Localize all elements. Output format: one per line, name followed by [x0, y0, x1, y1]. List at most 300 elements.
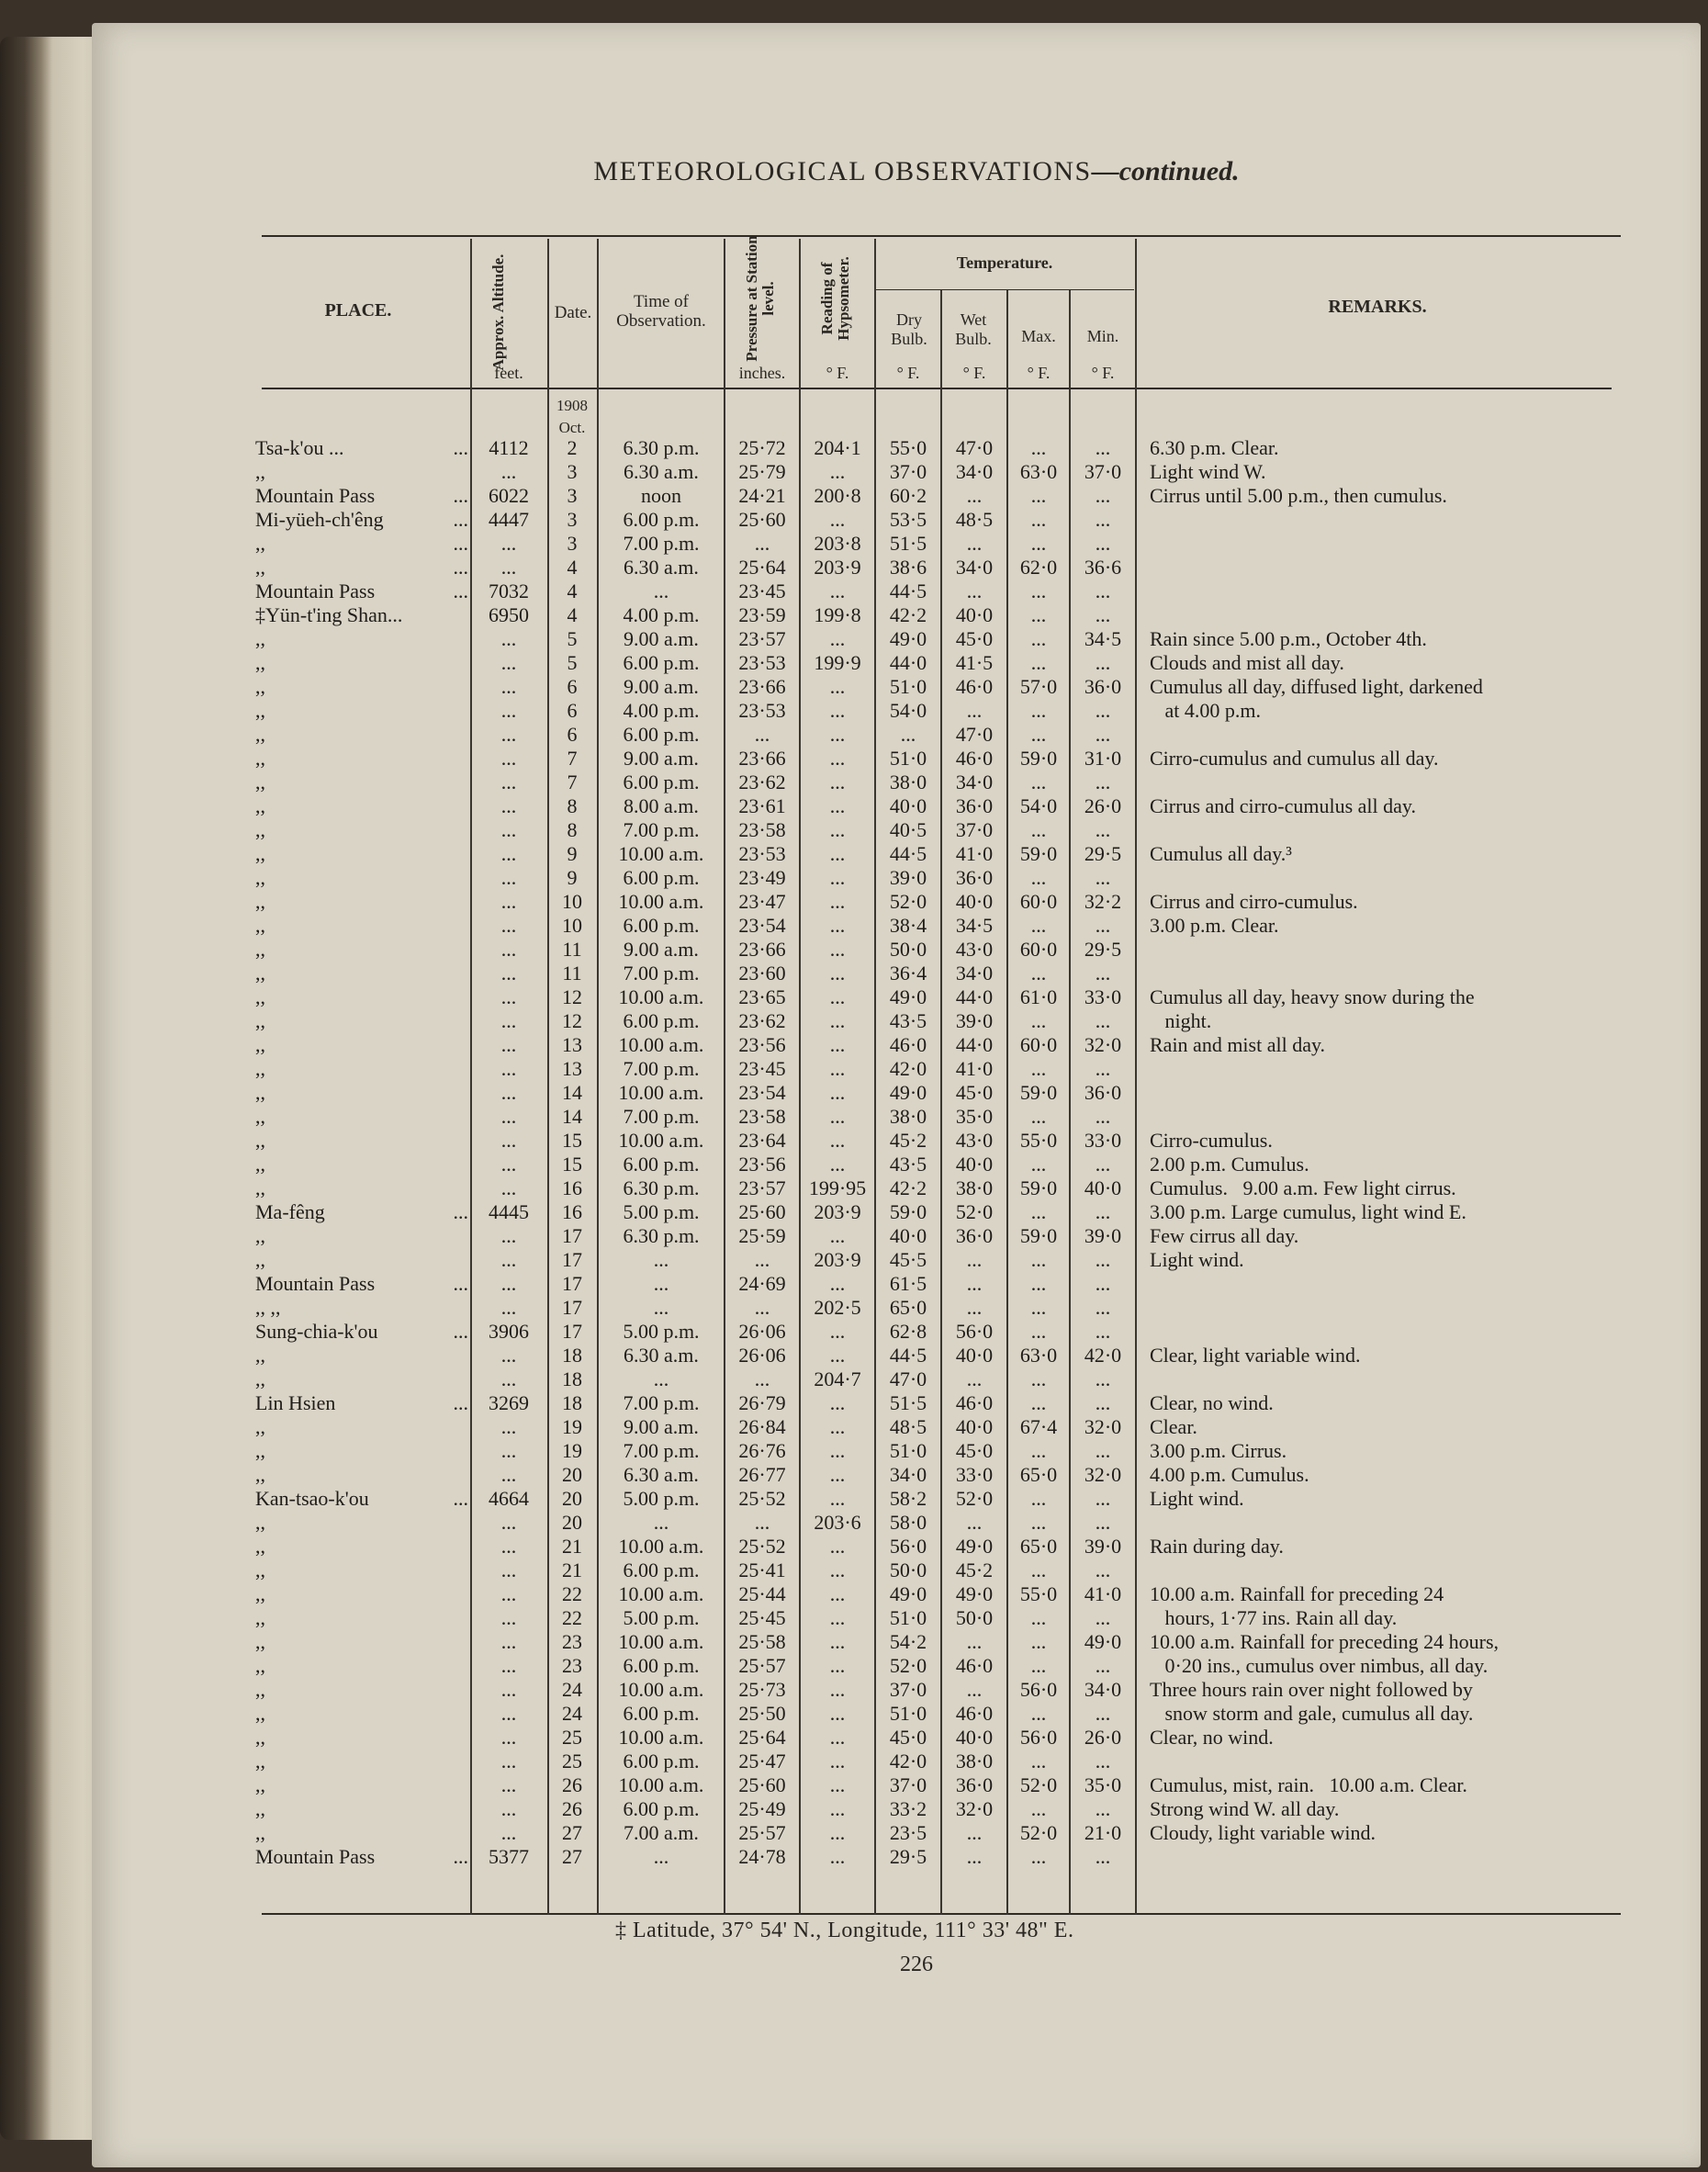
time-cell: 9.00 a.m.: [624, 747, 699, 770]
max-temp-cell: ...: [1030, 1153, 1047, 1176]
pressure-cell: 25·60: [738, 1773, 786, 1796]
min-temp-cell: 32·0: [1084, 1033, 1122, 1056]
time-cell: 10.00 a.m.: [618, 1678, 704, 1701]
table-row: [0, 938, 1708, 962]
time-cell: 10.00 a.m.: [618, 1726, 704, 1749]
wet-bulb-cell: 40·0: [955, 890, 994, 913]
wet-bulb-cell: 38·0: [955, 1176, 994, 1199]
altitude-cell: ...: [500, 651, 517, 674]
table-row: [0, 890, 1708, 914]
date-cell: 22: [562, 1582, 582, 1605]
place-cell: ,,: [255, 1797, 265, 1820]
min-temp-cell: ...: [1095, 866, 1111, 889]
remarks-cell: Cumulus, mist, rain. 10.00 a.m. Clear.: [1150, 1773, 1467, 1796]
hypsometer-cell: ...: [829, 771, 846, 793]
time-cell: 9.00 a.m.: [624, 1415, 699, 1438]
table-row: [0, 1176, 1708, 1200]
place-cell: ,,: [255, 1750, 265, 1772]
remarks-cell: Cumulus. 9.00 a.m. Few light cirrus.: [1150, 1176, 1456, 1199]
header-wet: Wet Bulb.: [955, 310, 992, 348]
hypsometer-cell: ...: [829, 1606, 846, 1629]
max-temp-cell: ...: [1030, 723, 1047, 746]
remarks-cell: Cirro-cumulus.: [1150, 1129, 1273, 1152]
wet-bulb-cell: 32·0: [955, 1797, 994, 1820]
hypsometer-cell: ...: [829, 1344, 846, 1367]
time-cell: 6.00 p.m.: [623, 1654, 700, 1677]
place-cell: ,,: [255, 1176, 265, 1199]
dry-bulb-cell: 49·0: [889, 1081, 927, 1104]
pressure-cell: ...: [754, 723, 770, 746]
time-cell: 7.00 p.m.: [623, 532, 700, 555]
pressure-cell: 25·57: [738, 1654, 786, 1677]
min-temp-cell: ...: [1095, 532, 1111, 555]
dry-bulb-cell: 51·0: [889, 1702, 927, 1725]
place-cell: ,,: [255, 532, 265, 555]
hypsometer-cell: ...: [829, 1439, 846, 1462]
wet-bulb-cell: 52·0: [955, 1487, 994, 1510]
wet-bulb-cell: 39·0: [955, 1009, 994, 1032]
place-cell: ,, ,,: [255, 1296, 281, 1319]
remarks-cell: Cumulus all day.³: [1150, 842, 1292, 865]
altitude-cell: ...: [500, 1272, 517, 1295]
dry-bulb-cell: 45·0: [889, 1726, 927, 1749]
table-row: [0, 1272, 1708, 1296]
date-cell: 10: [562, 890, 582, 913]
pressure-cell: 25·79: [738, 460, 786, 483]
altitude-cell: ...: [500, 985, 517, 1008]
wet-bulb-cell: 44·0: [955, 985, 994, 1008]
table-row: [0, 1702, 1708, 1726]
dry-bulb-cell: 52·0: [889, 1654, 927, 1677]
altitude-cell: ...: [500, 1033, 517, 1056]
place-cell: ,,: [255, 985, 265, 1008]
max-temp-cell: 65·0: [1019, 1535, 1058, 1558]
date-cell: 3: [567, 460, 578, 483]
header-remarks: REMARKS.: [1328, 297, 1427, 317]
min-temp-cell: 36·0: [1084, 1081, 1122, 1104]
date-cell: 6: [567, 723, 578, 746]
max-temp-cell: ...: [1030, 1845, 1047, 1868]
min-temp-cell: 49·0: [1084, 1630, 1122, 1653]
hypsometer-cell: ...: [829, 985, 846, 1008]
min-temp-cell: ...: [1095, 1320, 1111, 1343]
max-temp-cell: ...: [1030, 651, 1047, 674]
min-temp-cell: 32·2: [1084, 890, 1122, 913]
table-row: [0, 747, 1708, 771]
date-cell: 12: [562, 1009, 582, 1032]
hypsometer-cell: ...: [829, 1057, 846, 1080]
date-cell: 23: [562, 1630, 582, 1653]
place-cell: ,,: [255, 842, 265, 865]
hypsometer-cell: ...: [829, 1582, 846, 1605]
dry-bulb-cell: 55·0: [889, 436, 927, 459]
hypsometer-cell: ...: [829, 842, 846, 865]
max-temp-cell: ...: [1030, 1702, 1047, 1725]
date-cell: 13: [562, 1033, 582, 1056]
pressure-cell: 26·06: [738, 1320, 786, 1343]
time-cell: 6.00 p.m.: [623, 771, 700, 793]
date-cell: 8: [567, 818, 578, 841]
dry-bulb-cell: 59·0: [889, 1200, 927, 1223]
place-cell: ,,: [255, 1129, 265, 1152]
remarks-cell: Cumulus all day, diffused light, darkened: [1150, 675, 1483, 698]
hypsometer-cell: ...: [829, 1272, 846, 1295]
table-row: [0, 675, 1708, 699]
place-cell: ,,: [255, 866, 265, 889]
date-cell: 14: [562, 1081, 582, 1104]
dry-bulb-cell: 39·0: [889, 866, 927, 889]
time-cell: 6.00 p.m.: [623, 1702, 700, 1725]
wet-bulb-cell: ...: [966, 1630, 983, 1653]
time-cell: ...: [653, 1272, 669, 1295]
remarks-cell: Cloudy, light variable wind.: [1150, 1821, 1377, 1844]
place-cell: Mountain Pass: [255, 1272, 376, 1295]
hypsometer-cell: ...: [829, 1105, 846, 1128]
place-dots-cell: ...: [453, 580, 468, 602]
date-cell: 10: [562, 914, 582, 937]
place-dots-cell: ...: [453, 436, 468, 459]
date-cell: 2: [567, 436, 578, 459]
wet-bulb-cell: ...: [966, 1678, 983, 1701]
wet-bulb-cell: 49·0: [955, 1582, 994, 1605]
place-cell: ,,: [255, 1344, 265, 1367]
min-temp-cell: ...: [1095, 723, 1111, 746]
year-label: 1908: [556, 397, 588, 414]
pressure-cell: 25·64: [738, 556, 786, 579]
place-cell: ,,: [255, 1559, 265, 1581]
title-suffix: —continued.: [1091, 156, 1240, 186]
max-temp-cell: ...: [1030, 1559, 1047, 1581]
min-temp-cell: 40·0: [1084, 1176, 1122, 1199]
altitude-cell: 7032: [489, 580, 529, 602]
remarks-cell: Rain and mist all day.: [1150, 1033, 1326, 1056]
dry-bulb-cell: 51·0: [889, 747, 927, 770]
place-dots-cell: ...: [453, 1200, 468, 1223]
title-text: METEOROLOGICAL OBSERVATIONS: [593, 156, 1092, 186]
remarks-cell: 6.30 p.m. Clear.: [1150, 436, 1279, 459]
dry-bulb-cell: 44·5: [889, 842, 927, 865]
dry-bulb-cell: 58·2: [889, 1487, 927, 1510]
max-temp-cell: 54·0: [1019, 794, 1058, 817]
wet-bulb-cell: 37·0: [955, 818, 994, 841]
pressure-cell: 25·50: [738, 1702, 786, 1725]
max-temp-cell: ...: [1030, 603, 1047, 626]
table-row: [0, 1821, 1708, 1845]
remarks-cell: Rain during day.: [1150, 1535, 1284, 1558]
table-row: [0, 1678, 1708, 1702]
dry-bulb-cell: 42·0: [889, 1750, 927, 1772]
altitude-cell: 6950: [489, 603, 529, 626]
table-row: [0, 1654, 1708, 1678]
date-cell: 23: [562, 1654, 582, 1677]
wet-bulb-cell: 40·0: [955, 1344, 994, 1367]
min-temp-cell: 39·0: [1084, 1224, 1122, 1247]
dry-bulb-cell: 51·0: [889, 1606, 927, 1629]
place-cell: ,,: [255, 460, 265, 483]
wet-bulb-cell: 34·5: [955, 914, 994, 937]
max-temp-cell: ...: [1030, 1487, 1047, 1510]
place-cell: ,,: [255, 1057, 265, 1080]
table-row: [0, 1153, 1708, 1176]
time-cell: 7.00 p.m.: [623, 962, 700, 985]
hypsometer-cell: ...: [829, 1821, 846, 1844]
max-temp-cell: 65·0: [1019, 1463, 1058, 1486]
pressure-cell: 25·57: [738, 1821, 786, 1844]
dry-bulb-cell: 50·0: [889, 938, 927, 961]
max-temp-cell: ...: [1030, 771, 1047, 793]
place-dots-cell: ...: [453, 1320, 468, 1343]
time-cell: 6.00 p.m.: [623, 1153, 700, 1176]
time-cell: 6.00 p.m.: [623, 1750, 700, 1772]
wet-bulb-cell: 45·0: [955, 1081, 994, 1104]
pressure-cell: 23·64: [738, 1129, 786, 1152]
date-cell: 15: [562, 1153, 582, 1176]
min-temp-cell: ...: [1095, 1057, 1111, 1080]
wet-bulb-cell: ...: [966, 1511, 983, 1534]
pressure-cell: 25·52: [738, 1487, 786, 1510]
time-cell: 7.00 p.m.: [623, 1391, 700, 1414]
pressure-cell: 23·45: [738, 580, 786, 602]
dry-bulb-cell: 50·0: [889, 1559, 927, 1581]
table-row: [0, 484, 1708, 508]
place-cell: ,,: [255, 1081, 265, 1104]
altitude-cell: ...: [500, 1176, 517, 1199]
altitude-cell: ...: [500, 866, 517, 889]
wet-bulb-cell: 46·0: [955, 1391, 994, 1414]
wet-bulb-cell: 46·0: [955, 1654, 994, 1677]
place-cell: ,,: [255, 1606, 265, 1629]
altitude-cell: ...: [500, 962, 517, 985]
header-place: PLACE.: [324, 300, 392, 321]
dry-bulb-cell: 42·2: [889, 1176, 927, 1199]
max-temp-cell: ...: [1030, 1272, 1047, 1295]
min-temp-cell: ...: [1095, 1009, 1111, 1032]
place-dots-cell: ...: [453, 1272, 468, 1295]
place-cell: ,,: [255, 1726, 265, 1749]
pressure-cell: 25·72: [738, 436, 786, 459]
dry-bulb-cell: 44·5: [889, 1344, 927, 1367]
pressure-cell: ...: [754, 532, 770, 555]
header-dry: Dry Bulb.: [891, 310, 927, 348]
pressure-cell: 25·44: [738, 1582, 786, 1605]
dry-bulb-cell: 42·2: [889, 603, 927, 626]
dry-bulb-cell: 44·5: [889, 580, 927, 602]
wet-bulb-cell: 34·0: [955, 460, 994, 483]
pressure-cell: 23·62: [738, 1009, 786, 1032]
place-cell: ,,: [255, 1153, 265, 1176]
dry-bulb-cell: 38·6: [889, 556, 927, 579]
place-cell: ,,: [255, 914, 265, 937]
dry-bulb-cell: 33·2: [889, 1797, 927, 1820]
pressure-cell: 23·45: [738, 1057, 786, 1080]
max-temp-cell: 59·0: [1019, 1176, 1058, 1199]
date-cell: 9: [567, 866, 578, 889]
altitude-cell: ...: [500, 1081, 517, 1104]
date-cell: 5: [567, 627, 578, 650]
max-temp-cell: 61·0: [1019, 985, 1058, 1008]
dry-bulb-cell: 61·5: [889, 1272, 927, 1295]
altitude-cell: ...: [500, 1773, 517, 1796]
date-cell: 19: [562, 1415, 582, 1438]
table-row: [0, 603, 1708, 627]
header-time: Time of Observation.: [616, 292, 706, 331]
remarks-cell: Three hours rain over night followed by: [1150, 1678, 1473, 1701]
place-cell: Kan-tsao-k'ou: [255, 1487, 369, 1510]
min-temp-cell: ...: [1095, 699, 1111, 722]
table-row: [0, 723, 1708, 747]
wet-bulb-cell: 56·0: [955, 1320, 994, 1343]
remarks-cell: snow storm and gale, cumulus all day.: [1150, 1702, 1474, 1725]
dry-bulb-cell: 54·0: [889, 699, 927, 722]
dry-bulb-cell: 62·8: [889, 1320, 927, 1343]
altitude-cell: ...: [500, 532, 517, 555]
hypsometer-cell: 199·8: [814, 603, 861, 626]
dry-bulb-cell: 38·0: [889, 771, 927, 793]
max-temp-cell: ...: [1030, 866, 1047, 889]
hypsometer-cell: ...: [829, 460, 846, 483]
min-temp-cell: ...: [1095, 914, 1111, 937]
max-temp-cell: ...: [1030, 818, 1047, 841]
wet-bulb-cell: 34·0: [955, 771, 994, 793]
hypsometer-cell: 203·9: [814, 1200, 861, 1223]
max-temp-cell: 59·0: [1019, 1224, 1058, 1247]
time-cell: 6.30 p.m.: [623, 436, 700, 459]
max-temp-cell: ...: [1030, 962, 1047, 985]
max-temp-cell: 56·0: [1019, 1726, 1058, 1749]
table-row: [0, 436, 1708, 460]
date-cell: 17: [562, 1296, 582, 1319]
min-temp-cell: ...: [1095, 962, 1111, 985]
altitude-cell: ...: [500, 1105, 517, 1128]
place-cell: ‡Yün-t'ing Shan...: [255, 603, 403, 626]
time-cell: 9.00 a.m.: [624, 675, 699, 698]
remarks-cell: Clear.: [1150, 1415, 1197, 1438]
wet-bulb-cell: 45·0: [955, 627, 994, 650]
dry-bulb-cell: 37·0: [889, 1773, 927, 1796]
date-cell: 25: [562, 1750, 582, 1772]
dry-bulb-cell: 37·0: [889, 1678, 927, 1701]
pressure-cell: 23·62: [738, 771, 786, 793]
date-cell: 26: [562, 1773, 582, 1796]
table-row: [0, 818, 1708, 842]
hypsometer-cell: ...: [829, 1320, 846, 1343]
place-cell: ,,: [255, 1415, 265, 1438]
place-dots-cell: ...: [453, 556, 468, 579]
dry-bulb-cell: 40·0: [889, 794, 927, 817]
hypsometer-cell: ...: [829, 1654, 846, 1677]
hypsometer-cell: 203·8: [814, 532, 861, 555]
pressure-cell: 26·76: [738, 1439, 786, 1462]
table-row: [0, 1320, 1708, 1344]
altitude-cell: 5377: [489, 1845, 529, 1868]
min-temp-cell: ...: [1095, 1511, 1111, 1534]
date-cell: 18: [562, 1344, 582, 1367]
table-row: [0, 1511, 1708, 1535]
date-cell: 20: [562, 1511, 582, 1534]
dry-bulb-cell: 43·5: [889, 1153, 927, 1176]
dry-bulb-cell: 49·0: [889, 985, 927, 1008]
altitude-cell: ...: [500, 818, 517, 841]
altitude-cell: 6022: [489, 484, 529, 507]
min-temp-cell: ...: [1095, 1296, 1111, 1319]
remarks-cell: Cirro-cumulus and cumulus all day.: [1150, 747, 1439, 770]
date-cell: 3: [567, 532, 578, 555]
altitude-cell: ...: [500, 914, 517, 937]
date-cell: 9: [567, 842, 578, 865]
remarks-cell: Few cirrus all day.: [1150, 1224, 1299, 1247]
hypsometer-cell: ...: [829, 1535, 846, 1558]
time-cell: ...: [653, 1511, 669, 1534]
pressure-cell: 23·60: [738, 962, 786, 985]
wet-bulb-cell: 44·0: [955, 1033, 994, 1056]
hypsometer-cell: 199·95: [808, 1176, 867, 1199]
time-cell: 5.00 p.m.: [623, 1606, 700, 1629]
altitude-cell: ...: [500, 1582, 517, 1605]
pressure-cell: 25·58: [738, 1630, 786, 1653]
altitude-cell: ...: [500, 747, 517, 770]
pressure-cell: 23·58: [738, 1105, 786, 1128]
time-cell: 4.00 p.m.: [623, 699, 700, 722]
time-cell: 6.00 p.m.: [623, 508, 700, 531]
wet-bulb-cell: 34·0: [955, 556, 994, 579]
time-cell: 6.00 p.m.: [623, 723, 700, 746]
date-cell: 17: [562, 1224, 582, 1247]
wet-bulb-cell: 40·0: [955, 603, 994, 626]
remarks-cell: Clear, no wind.: [1150, 1726, 1274, 1749]
time-cell: 6.00 p.m.: [623, 866, 700, 889]
date-cell: 11: [562, 938, 582, 961]
hypsometer-cell: ...: [829, 1559, 846, 1581]
date-cell: 20: [562, 1463, 582, 1486]
dry-bulb-cell: 23·5: [889, 1821, 927, 1844]
min-temp-cell: ...: [1095, 1367, 1111, 1390]
max-temp-cell: ...: [1030, 1105, 1047, 1128]
min-temp-cell: ...: [1095, 1153, 1111, 1176]
place-dots-cell: ...: [453, 484, 468, 507]
min-temp-cell: ...: [1095, 1105, 1111, 1128]
max-temp-cell: 55·0: [1019, 1582, 1058, 1605]
table-row: [0, 1535, 1708, 1559]
place-cell: Lin Hsien: [255, 1391, 336, 1414]
pressure-cell: 26·79: [738, 1391, 786, 1414]
max-temp-cell: 67·4: [1019, 1415, 1058, 1438]
min-temp-cell: 32·0: [1084, 1415, 1122, 1438]
place-cell: Sung-chia-k'ou: [255, 1320, 378, 1343]
time-cell: 10.00 a.m.: [618, 985, 704, 1008]
table-row: [0, 1200, 1708, 1224]
max-temp-cell: 60·0: [1019, 938, 1058, 961]
remarks-cell: 3.00 p.m. Cirrus.: [1150, 1439, 1287, 1462]
table-row: [0, 1582, 1708, 1606]
wet-bulb-cell: 40·0: [955, 1153, 994, 1176]
hypsometer-cell: ...: [829, 1678, 846, 1701]
altitude-cell: ...: [500, 1129, 517, 1152]
min-temp-cell: 32·0: [1084, 1463, 1122, 1486]
pressure-cell: 23·57: [738, 1176, 786, 1199]
date-cell: 17: [562, 1272, 582, 1295]
pressure-cell: 25·52: [738, 1535, 786, 1558]
time-cell: 10.00 a.m.: [618, 842, 704, 865]
header-min: Min.: [1086, 327, 1119, 345]
pressure-cell: 25·41: [738, 1559, 786, 1581]
max-temp-cell: 62·0: [1019, 556, 1058, 579]
time-cell: ...: [653, 1845, 669, 1868]
date-cell: 4: [567, 556, 578, 579]
remarks-cell: 10.00 a.m. Rainfall for preceding 24: [1150, 1582, 1444, 1605]
max-temp-cell: ...: [1030, 580, 1047, 602]
unit-altitude: feet.: [494, 364, 523, 382]
max-temp-cell: ...: [1030, 1630, 1047, 1653]
